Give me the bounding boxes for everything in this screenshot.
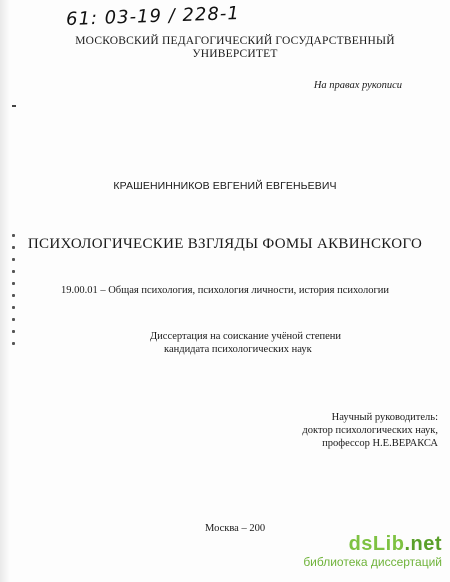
place-year: Москва – 200 [205,523,266,534]
university-line-1: МОСКОВСКИЙ ПЕДАГОГИЧЕСКИЙ ГОСУДАРСТВЕННЫЙ [75,35,395,47]
degree-statement [150,330,370,356]
supervisor-line-3: профессор Н.Е.ВЕРАКСА [322,438,438,449]
watermark-subtitle: библиотека диссертаций [303,555,442,569]
rights-note: На правах рукописи [313,80,402,91]
author-name: КРАШЕНИННИКОВ ЕВГЕНИЙ ЕВГЕНЬЕВИЧ [113,180,337,192]
watermark-brand [303,533,442,555]
university-name [70,35,400,61]
dslib-watermark[interactable] [303,533,442,569]
specialty-code: 19.00.01 – Общая психология, психология личности, история психологии [60,285,390,296]
watermark-brand-name: dsLib [348,533,405,555]
watermark-tld: .net [404,533,442,555]
scan-mark [12,105,16,107]
university-line-2: УНИВЕРСИТЕТ [192,48,278,60]
degree-line-1: Диссертация на соискание учёной степени [150,331,342,342]
supervisor-line-2: доктор психологических наук, [302,425,438,436]
supervisor-block [278,411,438,450]
supervisor-line-1: Научный руководитель: [331,412,438,423]
archive-mark: 61: 03-19 / 228-1 [65,2,241,31]
dissertation-title: ПСИХОЛОГИЧЕСКИЕ ВЗГЛЯДЫ ФОМЫ АКВИНСКОГО [27,236,423,252]
degree-line-2: кандидата психологических наук [164,344,312,355]
